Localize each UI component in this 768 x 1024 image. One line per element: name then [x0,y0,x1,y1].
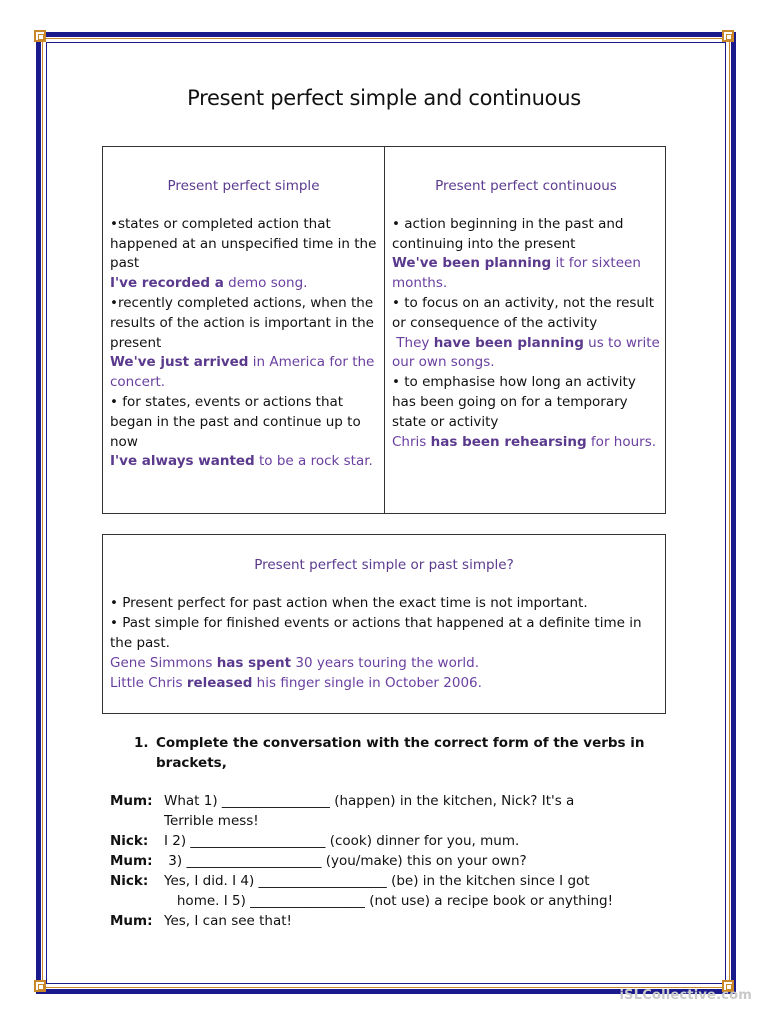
simple-vs-past-box [102,534,666,714]
grammar-example: I've always wanted to be a rock star. [110,453,373,470]
speaker-label: Nick: [110,873,149,889]
grammar-example: Chris has been rehearsing for hours. [392,433,657,450]
grammar-table [102,146,666,514]
speaker-label: Mum: [110,793,153,809]
grammar-example: I've recorded a demo song. [110,275,308,292]
example-past-simple: Little Chris released his finger single in October 2006. [110,675,482,691]
grammar-rule: • to emphasise how long an activity has been going on for a temporary state or activity [392,374,636,430]
column-simple-content [110,215,377,472]
grammar-rule: • to focus on an activity, not the result or consequence of the activity [392,294,655,331]
speaker-text: What 1) ________________ (happen) in the kitchen, Nick? It's a Terrible mess! [164,793,575,829]
rule-past-simple: • Past simple for finished events or actions that happened at a definite time in the past. [110,615,642,651]
column-heading-simple: Present perfect simple [167,178,320,194]
box-heading: Present perfect simple or past simple? [254,557,514,573]
column-simple [103,147,385,513]
column-continuous [385,147,667,513]
speaker-text: Yes, I can see that! [164,913,292,929]
speaker-label: Nick: [110,833,149,849]
column-continuous-content [392,215,660,453]
dialog-line [110,831,670,851]
grammar-example: We've just arrived in America for the concert. [110,354,375,391]
speaker-text: I 2) ____________________ (cook) dinner for you, mum. [164,833,520,849]
grammar-rule: • action beginning in the past and continuing into the present [392,215,624,252]
dialog-line [110,851,670,871]
grammar-example: They have been planning us to write our own songs. [392,334,660,371]
page-title: Present perfect simple and continuous [187,86,581,110]
watermark: iSLCollective.com [619,988,752,1003]
corner-ornament-top-left [34,30,46,42]
corner-ornament-bottom-left [34,980,46,992]
dialog-line [110,911,670,931]
column-heading-continuous: Present perfect continuous [435,178,617,194]
speaker-label: Mum: [110,913,153,929]
speaker-text: 3) ____________________ (you/make) this on your own? [164,853,527,869]
dialog-line [110,871,670,911]
exercise-number: 1. [134,735,149,751]
grammar-example: We've been planning it for sixteen months. [392,255,641,292]
dialog-line [110,791,670,831]
grammar-rule: •states or completed action that happened at an unspecified time in the past [110,215,377,272]
speaker-text: Yes, I did. I 4) ___________________ (be) in the kitchen since I got home. I 5) _________________ (not use) a recipe book or anything! [164,873,614,909]
grammar-rule: • for states, events or actions that began in the past and continue up to now [110,393,361,450]
example-present-perfect: Gene Simmons has spent 30 years touring the world. [110,655,480,671]
rule-present-perfect: • Present perfect for past action when the exact time is not important. [110,595,588,611]
speaker-label: Mum: [110,853,153,869]
conversation [110,791,670,931]
grammar-rule: •recently completed actions, when the results of the action is important in the present [110,294,374,351]
corner-ornament-top-right [722,30,734,42]
exercise-instruction: 1. Complete the conversation with the correct form of the verbs in brackets, [134,735,645,771]
